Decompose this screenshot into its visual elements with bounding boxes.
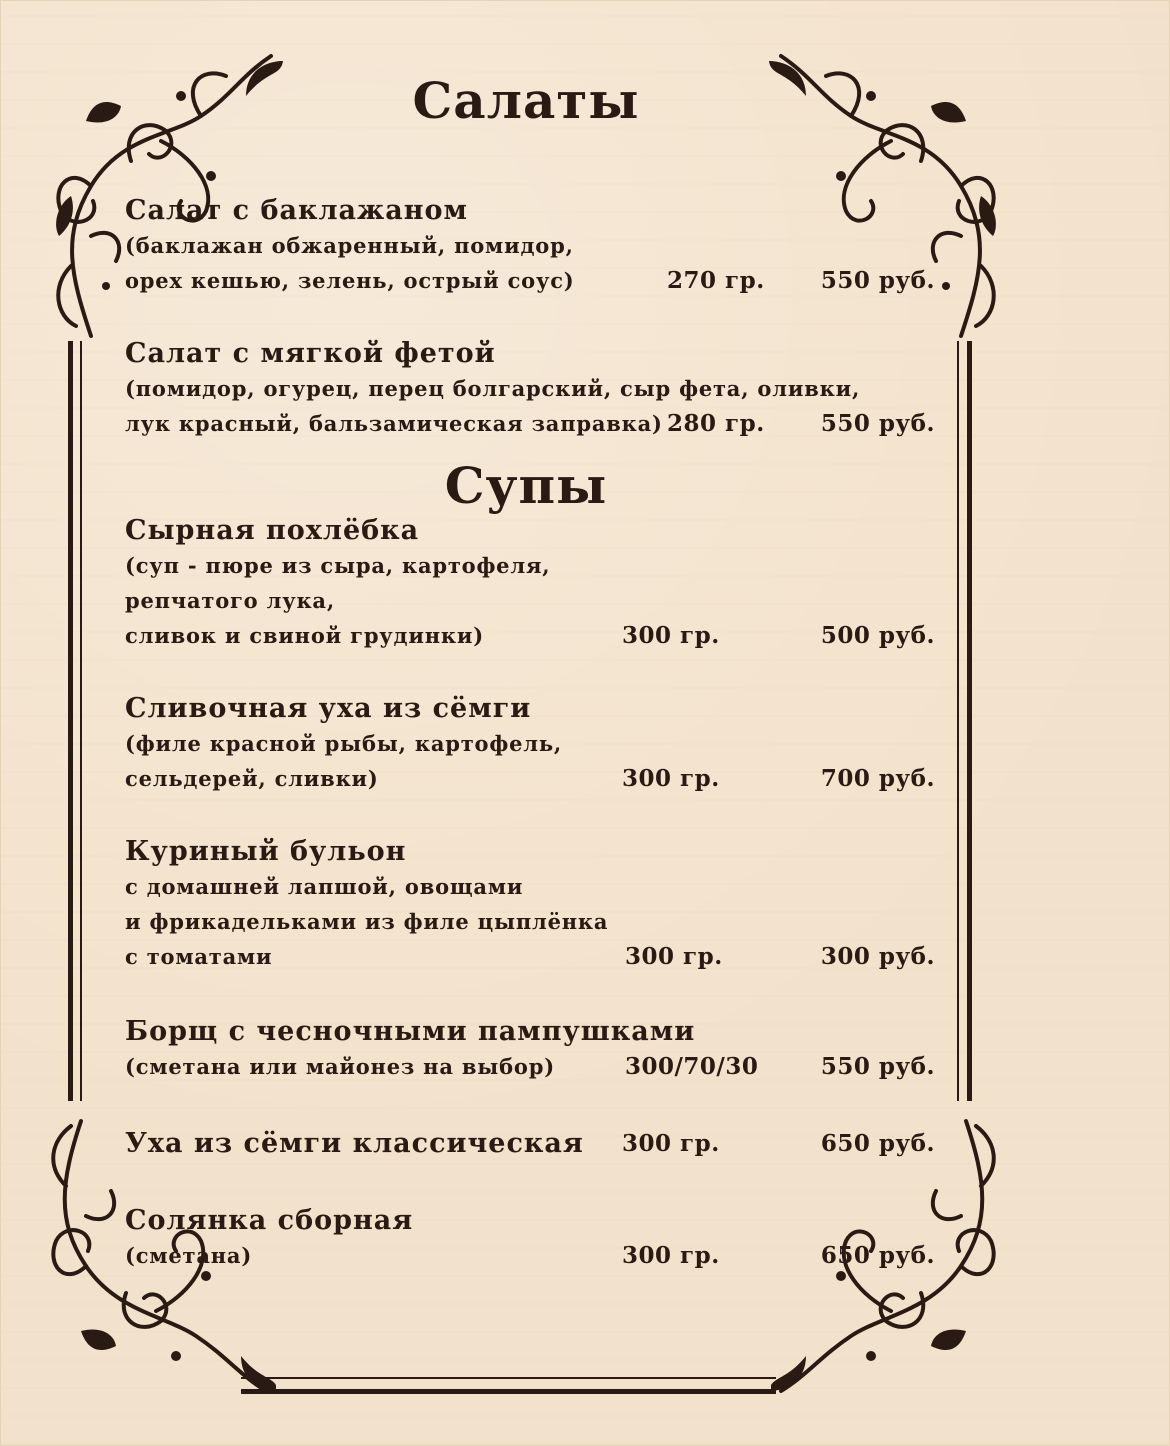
menu-item-name: Салат с баклажаном — [125, 195, 469, 226]
menu-item-desc: (помидор, огурец, перец болгарский, сыр фета, оливки, — [125, 376, 861, 401]
frame-line-right-outer — [967, 341, 972, 1101]
menu-item-desc: орех кешью, зелень, острый соус) — [125, 268, 575, 293]
frame-line-right-inner — [957, 341, 959, 1101]
menu-item-desc: репчатого лука, — [125, 588, 335, 613]
frame-line-bottom-outer — [241, 1389, 776, 1394]
menu-item — [125, 336, 935, 441]
menu-item-name: Сливочная уха из сёмги — [125, 693, 532, 724]
section-title-salads: Салаты — [412, 71, 640, 130]
menu-item-desc: с томатами — [125, 944, 273, 969]
section-title-soups: Супы — [444, 456, 608, 515]
menu-item-desc: и фрикадельками из филе цыплёнка — [125, 909, 609, 934]
menu-item-name: Куриный бульон — [125, 836, 407, 867]
menu-item-weight: 270 гр. — [667, 267, 765, 294]
menu-item-price: 550 руб. — [820, 267, 935, 294]
menu-item — [125, 1126, 935, 1161]
menu-item-price: 550 руб. — [820, 410, 935, 437]
menu-item-price: 300 руб. — [820, 943, 935, 970]
menu-item-desc: (сметана или майонез на выбор) — [125, 1054, 555, 1079]
menu-item-desc: (суп - пюре из сыра, картофеля, — [125, 553, 551, 578]
menu-item-desc: (баклажан обжаренный, помидор, — [125, 233, 574, 258]
menu-item — [125, 834, 935, 974]
menu-item-weight: 300/70/30 — [625, 1053, 759, 1080]
menu-item-weight: 300 гр. — [622, 1130, 720, 1157]
menu-item — [125, 513, 935, 653]
menu-item-name: Салат с мягкой фетой — [125, 338, 496, 369]
menu-item-name: Солянка сборная — [125, 1205, 414, 1236]
menu-item-desc: (филе красной рыбы, картофель, — [125, 731, 562, 756]
menu-item-desc: (сметана) — [125, 1243, 253, 1268]
menu-item-desc: лук красный, бальзамическая заправка) — [125, 411, 663, 436]
menu-item-desc: сливок и свиной грудинки) — [125, 623, 484, 648]
menu-item-price: 700 руб. — [820, 765, 935, 792]
menu-item-price: 500 руб. — [820, 622, 935, 649]
menu-item-desc: сельдерей, сливки) — [125, 766, 379, 791]
menu-item — [125, 691, 935, 796]
menu-item-name: Уха из сёмги классическая — [125, 1128, 584, 1159]
menu-item-weight: 280 гр. — [667, 410, 765, 437]
menu-item-weight: 300 гр. — [622, 1242, 720, 1269]
menu-item — [125, 1014, 935, 1084]
menu-item-name: Борщ с чесночными пампушками — [125, 1016, 696, 1047]
menu-item-weight: 300 гр. — [625, 943, 723, 970]
menu-item — [125, 193, 935, 298]
menu-item-price: 550 руб. — [820, 1053, 935, 1080]
frame-line-bottom-inner — [241, 1377, 776, 1379]
menu-item — [125, 1203, 935, 1273]
frame-line-left-inner — [80, 341, 82, 1101]
frame-line-left-outer — [68, 341, 73, 1101]
menu-item-price: 650 руб. — [820, 1130, 935, 1157]
menu-item-desc: с домашней лапшой, овощами — [125, 874, 524, 899]
menu-item-weight: 300 гр. — [622, 622, 720, 649]
menu-item-weight: 300 гр. — [622, 765, 720, 792]
menu-item-name: Сырная похлёбка — [125, 515, 420, 546]
menu-item-price: 650 руб. — [820, 1242, 935, 1269]
